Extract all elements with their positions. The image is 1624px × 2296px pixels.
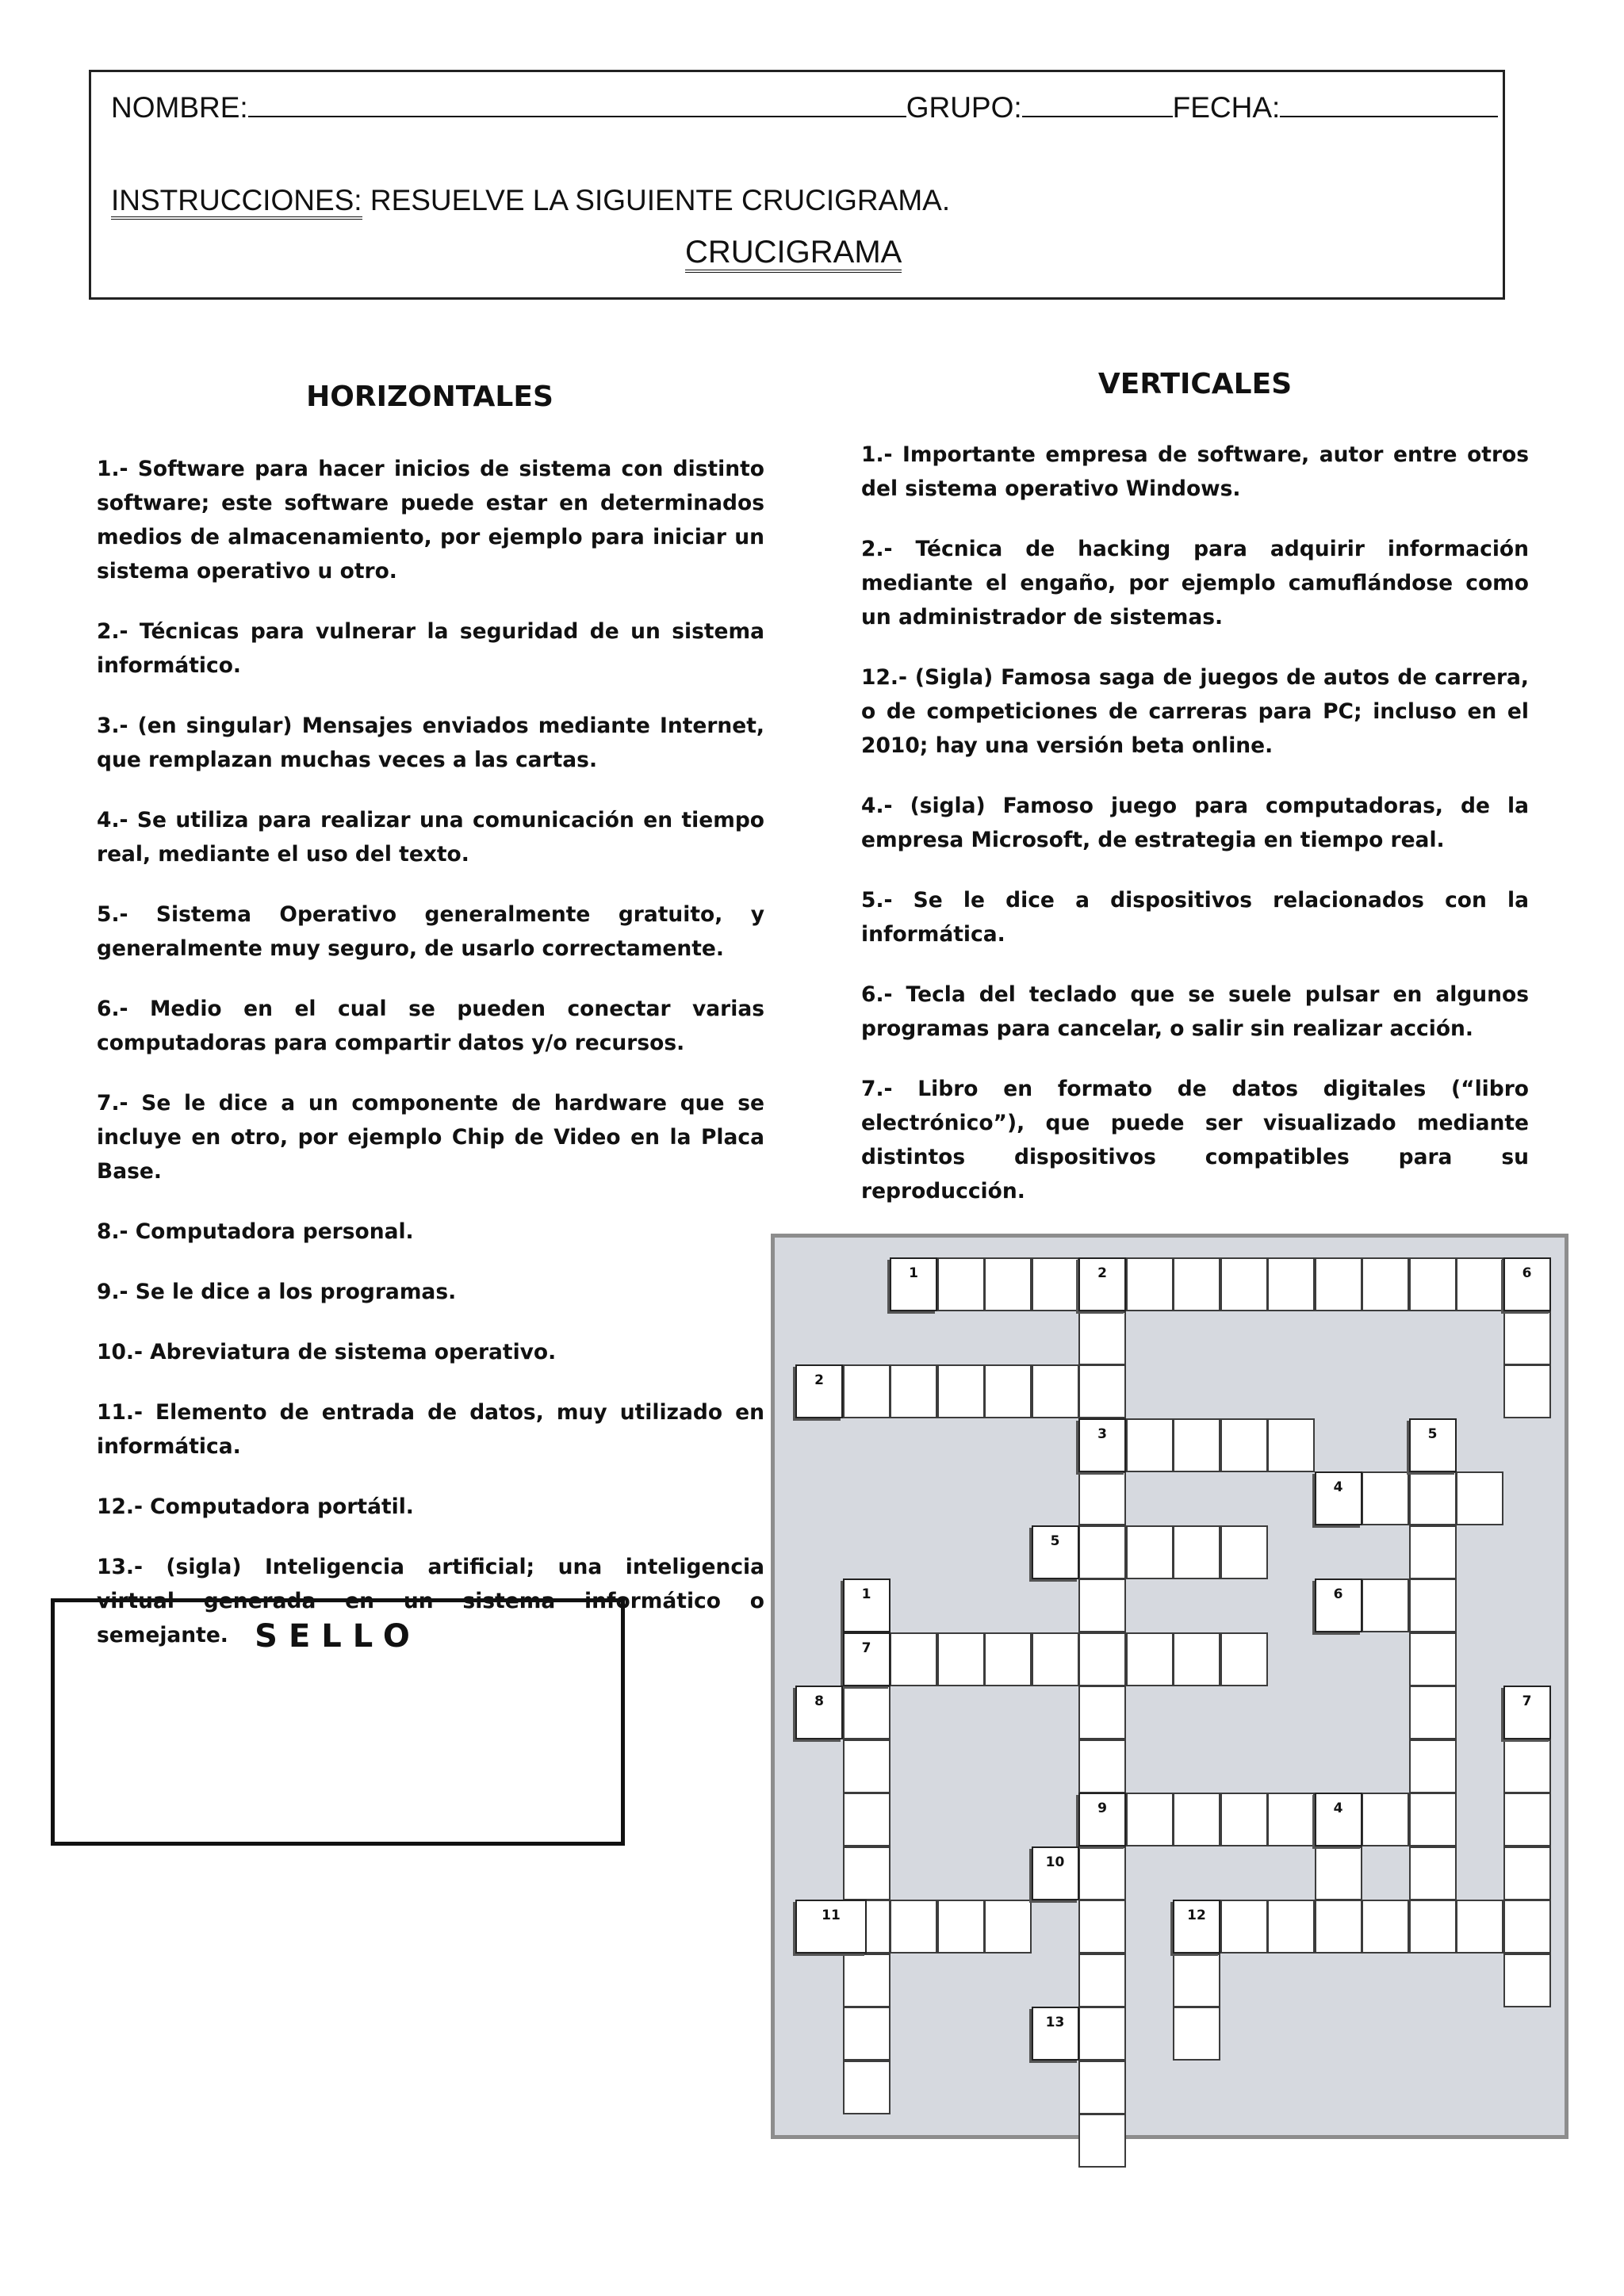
v-clue-5: 5.- Se le dice a dispositivos relacionados con la informática. [861,888,1529,947]
crossword-cell[interactable] [1409,1900,1457,1954]
v-clue-4: 4.- (sigla) Famoso juego para computadoras, de la empresa Microsoft, de estrategia en tiempo real. [861,794,1529,852]
crossword-cell[interactable] [1032,1364,1079,1418]
crossword-cell[interactable] [1409,1793,1457,1846]
h-clue-2: 2.- Técnicas para vulnerar la seguridad de un sistema informático. [97,619,764,678]
crossword-number-box: 5 [1409,1418,1457,1472]
crossword-cell[interactable] [1173,1525,1220,1579]
crossword-cell[interactable] [1267,1793,1315,1846]
crossword-number-box: 6 [1315,1578,1362,1632]
crossword-cell[interactable] [1409,1257,1457,1311]
crossword-cell[interactable] [1173,1418,1220,1472]
crossword-cell[interactable] [1503,1793,1551,1846]
h-clue-10: 10.- Abreviatura de sistema operativo. [97,1340,557,1364]
crossword-number-box: 7 [843,1632,891,1686]
crossword-cell[interactable] [937,1900,985,1954]
crossword-number-box: 2 [795,1364,843,1418]
crossword-cell[interactable] [843,1846,891,1900]
crossword-cell[interactable] [1220,1257,1268,1311]
crossword-cell[interactable] [1409,1846,1457,1900]
h-clue-9: 9.- Se le dice a los programas. [97,1280,457,1304]
worksheet-title-wrap [685,235,902,270]
fecha-label: FECHA: [1172,91,1281,124]
v-clue-2: 2.- Técnica de hacking para adquirir información mediante el engaño, por ejemplo camuflándose como un administrador de sistemas. [861,537,1529,629]
crossword-number-box: 4 [1315,1471,1362,1525]
crossword-cell[interactable] [1078,1846,1126,1900]
crossword-cell[interactable] [1032,1257,1079,1311]
crossword-cell[interactable] [1409,1739,1457,1793]
crossword-cell[interactable] [1267,1900,1315,1954]
h-clue-1: 1.- Software para hacer inicios de sistema con distinto software; este software puede estar en determinados medios de almacenamiento, por ejemplo para iniciar un sistema operativo u otro. [97,457,764,584]
h-clue-8: 8.- Computadora personal. [97,1219,414,1244]
crossword-cell[interactable] [1456,1471,1503,1525]
crossword-cell[interactable] [1503,1900,1551,1954]
crossword-cell[interactable] [843,1364,891,1418]
crossword-cell[interactable] [1173,1257,1220,1311]
instructions-text: RESUELVE LA SIGUIENTE CRUCIGRAMA. [362,184,951,216]
crossword-cell[interactable] [1362,1900,1409,1954]
grupo-field[interactable] [1022,90,1173,117]
h-clue-13: 13.- (sigla) Inteligencia artificial; una inteligencia virtual generada en un sistema informático o semejante. [97,1555,764,1647]
horizontales-clue-list [97,452,764,1678]
crossword-number-box: 13 [1032,2007,1079,2061]
header-fields-row [111,90,1498,124]
crossword-cell[interactable] [1126,1632,1174,1686]
crossword-cell[interactable] [1267,1418,1315,1472]
crossword-cell[interactable] [1220,1900,1268,1954]
stamp-title: SELLO [255,1618,421,1655]
crossword-cell[interactable] [843,1793,891,1846]
crossword-cell[interactable] [1173,1793,1220,1846]
crossword-number-box: 11 [795,1900,867,1954]
crossword-number-box: 1 [890,1257,937,1311]
crossword-cell[interactable] [1503,1364,1551,1418]
crossword-cell[interactable] [1173,2007,1220,2061]
crossword-cell[interactable] [984,1364,1032,1418]
crossword-cell[interactable] [1315,1257,1362,1311]
crossword-number-box: 2 [1078,1257,1126,1311]
verticales-clue-list [861,438,1529,1234]
crossword-cell[interactable] [937,1257,985,1311]
crossword-cell[interactable] [1267,1257,1315,1311]
h-clue-5: 5.- Sistema Operativo generalmente gratuito, y generalmente muy seguro, de usarlo correctamente. [97,902,764,961]
crossword-cell[interactable] [843,1954,891,2007]
crossword-cell[interactable] [1078,1900,1126,1954]
crossword-cell[interactable] [843,1686,891,1739]
crossword-cell[interactable] [1078,1739,1126,1793]
crossword-number-box: 10 [1032,1846,1079,1900]
crossword-cell[interactable] [1503,1739,1551,1793]
crossword-cell[interactable] [1362,1578,1409,1632]
crossword-cell[interactable] [1078,1686,1126,1739]
crossword-cell[interactable] [890,1632,937,1686]
crossword-number-box: 8 [795,1686,843,1739]
crossword-cell[interactable] [1078,1525,1126,1579]
crossword-cell[interactable] [843,2061,891,2114]
crossword-cell[interactable] [1126,1793,1174,1846]
instructions-label: INSTRUCCIONES: [111,184,362,220]
crossword-number-box: 3 [1078,1418,1126,1472]
crossword-cell[interactable] [890,1364,937,1418]
crossword-number-box: 6 [1503,1257,1551,1311]
crossword-cell[interactable] [937,1364,985,1418]
crossword-cell[interactable] [1078,1471,1126,1525]
crossword-cell[interactable] [843,1739,891,1793]
crossword-cell[interactable] [1173,1632,1220,1686]
crossword-cell[interactable] [1409,1525,1457,1579]
crossword-number-box: 12 [1173,1900,1220,1954]
crossword-cell[interactable] [1362,1793,1409,1846]
crossword-number-box: 1 [843,1578,891,1632]
crossword-cell[interactable] [1503,1311,1551,1365]
h-clue-7: 7.- Se le dice a un componente de hardware que se incluye en otro, por ejemplo Chip de Video en la Placa Base. [97,1091,764,1184]
crossword-cell[interactable] [1078,1632,1126,1686]
crossword-cell[interactable] [1409,1686,1457,1739]
crossword-cell[interactable] [1220,1632,1268,1686]
crossword-cell[interactable] [1409,1632,1457,1686]
crossword-cell[interactable] [1032,1632,1079,1686]
crossword-grid [771,1234,1568,2139]
crossword-cell[interactable] [1456,1257,1503,1311]
crossword-cell[interactable] [1409,1471,1457,1525]
instructions-line [111,184,950,217]
verticales-title: VERTICALES [1097,368,1293,400]
horizontales-title: HORIZONTALES [306,381,553,413]
crossword-cell[interactable] [1315,1900,1362,1954]
crossword-cell[interactable] [1220,1525,1268,1579]
crossword-cell[interactable] [1315,1846,1362,1900]
crossword-cell[interactable] [1503,1846,1551,1900]
h-clue-4: 4.- Se utiliza para realizar una comunicación en tiempo real, mediante el uso del texto. [97,808,764,867]
crossword-cell[interactable] [1078,2007,1126,2061]
h-clue-3: 3.- (en singular) Mensajes enviados mediante Internet, que remplazan muchas veces a las cartas. [97,714,764,772]
crossword-cell[interactable] [890,1900,937,1954]
crossword-cell[interactable] [984,1257,1032,1311]
crossword-number-box: 9 [1078,1793,1126,1846]
crossword-cell[interactable] [1220,1418,1268,1472]
nombre-label: NOMBRE: [111,91,248,124]
grupo-label: GRUPO: [906,91,1022,124]
crossword-cell[interactable] [1126,1525,1174,1579]
crossword-cell[interactable] [984,1900,1032,1954]
v-clue-1: 1.- Importante empresa de software, autor entre otros del sistema operativo Windows. [861,442,1529,501]
crossword-cell[interactable] [984,1632,1032,1686]
stamp-box [51,1598,625,1846]
v-clue-6: 6.- Tecla del teclado que se suele pulsar en algunos programas para cancelar, o salir sin realizar acción. [861,982,1529,1041]
crossword-cell[interactable] [1456,1900,1503,1954]
crossword-cell[interactable] [1078,2061,1126,2114]
fecha-field[interactable] [1280,90,1498,117]
nombre-field[interactable] [248,90,906,117]
crossword-cell[interactable] [1503,1954,1551,2007]
crossword-cell[interactable] [1078,1578,1126,1632]
crossword-cell[interactable] [1362,1471,1409,1525]
crossword-cell[interactable] [1362,1257,1409,1311]
crossword-cell[interactable] [1078,1364,1126,1418]
h-clue-6: 6.- Medio en el cual se pueden conectar varias computadoras para compartir datos y/o recursos. [97,997,764,1055]
crossword-cell[interactable] [937,1632,985,1686]
crossword-number-box: 7 [1503,1686,1551,1739]
h-clue-11: 11.- Elemento de entrada de datos, muy utilizado en informática. [97,1400,764,1459]
crossword-cell[interactable] [843,2007,891,2061]
crossword-cell[interactable] [1078,2114,1126,2168]
v-clue-7: 7.- Libro en formato de datos digitales (“libro electrónico”), que puede ser visualizado mediante distintos dispositivos compatibles para su reproducción. [861,1077,1529,1203]
worksheet-title: CRUCIGRAMA [685,235,902,273]
v-clue-12: 12.- (Sigla) Famosa saga de juegos de autos de carrera, o de competiciones de carreras para PC; incluso en el 2010; hay una versión beta online. [861,665,1529,758]
crossword-cell[interactable] [1409,1578,1457,1632]
crossword-cell[interactable] [1220,1793,1268,1846]
crossword-cell[interactable] [1078,1311,1126,1365]
h-clue-12: 12.- Computadora portátil. [97,1494,414,1519]
crossword-number-box: 5 [1032,1525,1079,1579]
crossword-cell[interactable] [1078,1954,1126,2007]
crossword-number-box: 4 [1315,1793,1362,1846]
crossword-cell[interactable] [1126,1257,1174,1311]
crossword-cell[interactable] [1173,1954,1220,2007]
crossword-cell[interactable] [1126,1418,1174,1472]
